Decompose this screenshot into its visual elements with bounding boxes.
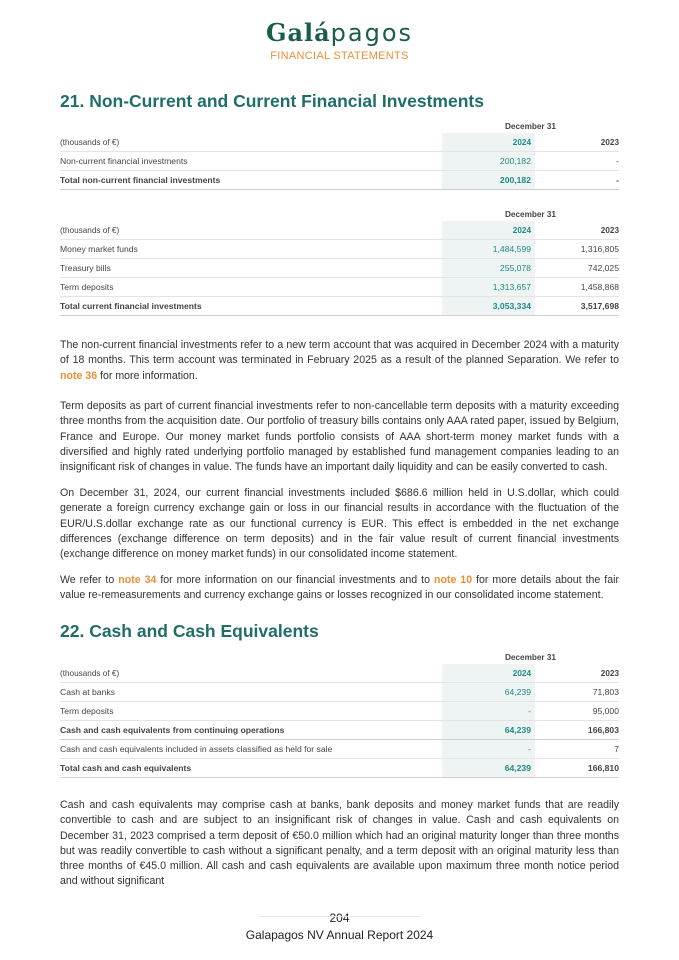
note-link[interactable]: note 34 [118, 574, 157, 586]
paragraph: The non-current financial investments refer to a new term account that was acquired in December 2024 with a maturity of 18 months. This term account was terminated in February 2025 as a result of the planned Separation. We refer to note 36 for more information. [60, 339, 619, 382]
unit-label: (thousands of €) [60, 221, 442, 240]
column-2024: 2024 [442, 133, 535, 152]
section-22-title: 22. Cash and Cash Equivalents [60, 621, 319, 641]
brand-header [0, 18, 679, 62]
cash-equivalents-table [60, 650, 619, 778]
table-row: Cash and cash equivalents included in assets classified as held for sale - 7 [60, 740, 619, 759]
column-2024: 2024 [442, 664, 535, 683]
total-row: Total non-current financial investments 200,182 - [60, 171, 619, 190]
unit-label: (thousands of €) [60, 664, 442, 683]
subtotal-row: Cash and cash equivalents from continuing operations 64,239 166,803 [60, 721, 619, 740]
table-row: Non-current financial investments 200,182 - [60, 152, 619, 171]
paragraph: On December 31, 2024, our current financial investments included $686.6 million held in U.S.dollar, which could generate a foreign currency exchange gain or loss in our financial results in accordance with the fluctuation of the EUR/U.S.dollar exchange rate as our functional currency is EUR. This effect is embedded in the net exchange differences (exchange difference on term deposits) and in the fair value result of current financial investments (exchange difference on money market funds) in our consolidated income statement. [60, 487, 619, 561]
unit-label: (thousands of €) [60, 133, 442, 152]
period-header: December 31 [505, 209, 556, 219]
column-2023: 2023 [535, 133, 619, 152]
table-row: Term deposits - 95,000 [60, 702, 619, 721]
paragraph: Cash and cash equivalents may comprise cash at banks, bank deposits and money market funds that are readily convertible to cash and are subject to an insignificant risk of changes in value. Cash and cash equivalents on December 31, 2023 comprised a term deposit of €50.0 million which had an original maturity longer than three months but was readily convertible to cash without a significant penalty, and a term deposit with an original maturity less than three months of €45.0 million. All cash and cash equivalents are available upon maximum three month notice period and without significant [60, 799, 619, 888]
section-label: FINANCIAL STATEMENTS [270, 50, 409, 62]
report-title: Galapagos NV Annual Report 2024 [245, 928, 434, 942]
table-row: Treasury bills 255,078 742,025 [60, 259, 619, 278]
period-header: December 31 [505, 652, 556, 662]
company-logo: Galápagos [265, 18, 414, 47]
note-link[interactable]: note 10 [433, 574, 473, 586]
note-link[interactable]: note 36 [60, 369, 98, 382]
total-row: Total current financial investments 3,053,334 3,517,698 [60, 297, 619, 316]
table-row: Cash at banks 64,239 71,803 [60, 683, 619, 702]
column-2024: 2024 [442, 221, 535, 240]
current-investments-table [60, 207, 619, 316]
page-number: 204 [329, 911, 350, 925]
non-current-investments-table [60, 119, 619, 190]
total-row: Total cash and cash equivalents 64,239 166,810 [60, 759, 619, 778]
column-2023: 2023 [535, 221, 619, 240]
table-row: Term deposits 1,313,657 1,458,868 [60, 278, 619, 297]
footer-divider [258, 916, 420, 917]
paragraph: We refer to note 34 for more information on our financial investments and to note 10 for more details about the fair value re-remeasurements and currency exchange gains or losses recognized in our consolidated income statement. [60, 574, 619, 602]
table-row: Money market funds 1,484,599 1,316,805 [60, 240, 619, 259]
section-21-title: 21. Non-Current and Current Financial Investments [60, 91, 484, 111]
paragraph: Term deposits as part of current financial investments refer to non-cancellable term deposits with a maturity exceeding three months from the acquisition date. Our portfolio of treasury bills contains only AAA rated paper, issued by Belgium, France and Europe. Our money market funds portfolio consists of AAA short-term money market funds with a diversified and highly rated underlying portfolio managed by established fund management companies leading to an insignificant risk of changes in value. The funds have an important daily liquidity and can be easily converted to cash. [60, 400, 619, 474]
column-2023: 2023 [535, 664, 619, 683]
period-header: December 31 [505, 121, 556, 131]
